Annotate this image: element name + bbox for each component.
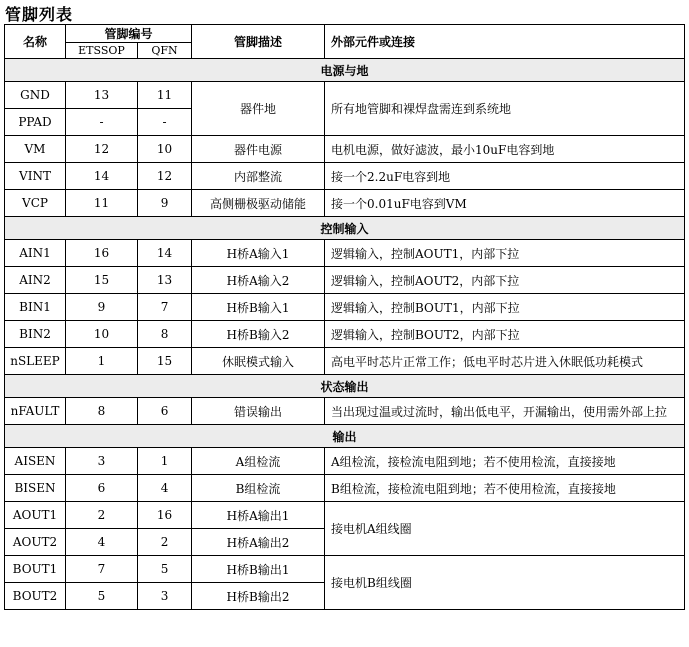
pin-desc: H桥B输入1 bbox=[192, 294, 325, 321]
table-row bbox=[5, 294, 685, 321]
table-row bbox=[5, 348, 685, 375]
pin-ext: 电机电源，做好滤波，最小10uF电容到地 bbox=[325, 136, 685, 163]
section-title: 状态输出 bbox=[5, 375, 685, 398]
pin-qfn: 2 bbox=[138, 529, 192, 556]
table-row bbox=[5, 502, 685, 529]
header-ext: 外部元件或连接 bbox=[325, 25, 685, 59]
section-title: 电源与地 bbox=[5, 59, 685, 82]
pin-qfn: 8 bbox=[138, 321, 192, 348]
pin-etssop: 10 bbox=[66, 321, 138, 348]
table-row bbox=[5, 82, 685, 109]
pin-name: BIN1 bbox=[5, 294, 66, 321]
table-row bbox=[5, 267, 685, 294]
table-row bbox=[5, 448, 685, 475]
pin-ext: 逻辑输入，控制BOUT2，内部下拉 bbox=[325, 321, 685, 348]
pin-etssop: 3 bbox=[66, 448, 138, 475]
header-pin-no: 管脚编号 bbox=[66, 25, 192, 43]
table-row bbox=[5, 398, 685, 425]
pin-name: AOUT1 bbox=[5, 502, 66, 529]
pin-ext: 逻辑输入，控制AOUT2，内部下拉 bbox=[325, 267, 685, 294]
pin-qfn: 5 bbox=[138, 556, 192, 583]
pin-desc: H桥B输出1 bbox=[192, 556, 325, 583]
pin-qfn: 7 bbox=[138, 294, 192, 321]
table-row bbox=[5, 190, 685, 217]
pin-etssop: 8 bbox=[66, 398, 138, 425]
pin-desc: 错误输出 bbox=[192, 398, 325, 425]
pin-etssop: - bbox=[66, 109, 138, 136]
section-title: 控制输入 bbox=[5, 217, 685, 240]
pin-name: AISEN bbox=[5, 448, 66, 475]
pin-desc: A组检流 bbox=[192, 448, 325, 475]
table-row bbox=[5, 240, 685, 267]
pin-desc: H桥B输入2 bbox=[192, 321, 325, 348]
pin-etssop: 12 bbox=[66, 136, 138, 163]
pin-desc: H桥A输入1 bbox=[192, 240, 325, 267]
table-row bbox=[5, 163, 685, 190]
pin-qfn: 12 bbox=[138, 163, 192, 190]
pin-desc: 休眠模式输入 bbox=[192, 348, 325, 375]
pin-etssop: 4 bbox=[66, 529, 138, 556]
pin-desc: B组检流 bbox=[192, 475, 325, 502]
pin-etssop: 15 bbox=[66, 267, 138, 294]
pin-qfn: 13 bbox=[138, 267, 192, 294]
pin-desc: H桥B输出2 bbox=[192, 583, 325, 610]
pin-qfn: 9 bbox=[138, 190, 192, 217]
pin-ext: 接电机B组线圈 bbox=[325, 556, 685, 610]
pin-table bbox=[4, 24, 685, 610]
table-row bbox=[5, 556, 685, 583]
pin-name: nFAULT bbox=[5, 398, 66, 425]
pin-etssop: 14 bbox=[66, 163, 138, 190]
pin-ext: 接一个0.01uF电容到VM bbox=[325, 190, 685, 217]
pin-ext: 当出现过温或过流时，输出低电平，开漏输出，使用需外部上拉 bbox=[325, 398, 685, 425]
header-name: 名称 bbox=[5, 25, 66, 59]
pin-name: AOUT2 bbox=[5, 529, 66, 556]
pin-ext: 高电平时芯片正常工作；低电平时芯片进入休眠低功耗模式 bbox=[325, 348, 685, 375]
pin-qfn: 1 bbox=[138, 448, 192, 475]
pin-etssop: 9 bbox=[66, 294, 138, 321]
pin-ext: 接一个2.2uF电容到地 bbox=[325, 163, 685, 190]
table-row bbox=[5, 136, 685, 163]
pin-name: PPAD bbox=[5, 109, 66, 136]
section-title: 输出 bbox=[5, 425, 685, 448]
pin-desc: H桥A输入2 bbox=[192, 267, 325, 294]
pin-name: nSLEEP bbox=[5, 348, 66, 375]
pin-desc: 高侧栅极驱动储能 bbox=[192, 190, 325, 217]
pin-name: BOUT1 bbox=[5, 556, 66, 583]
section-row-output bbox=[5, 425, 685, 448]
pin-name: GND bbox=[5, 82, 66, 109]
header-desc: 管脚描述 bbox=[192, 25, 325, 59]
pin-name: BOUT2 bbox=[5, 583, 66, 610]
pin-name: AIN1 bbox=[5, 240, 66, 267]
pin-qfn: 3 bbox=[138, 583, 192, 610]
pin-qfn: 6 bbox=[138, 398, 192, 425]
pin-qfn: 11 bbox=[138, 82, 192, 109]
pin-name: BIN2 bbox=[5, 321, 66, 348]
pin-qfn: 10 bbox=[138, 136, 192, 163]
pin-desc: H桥A输出1 bbox=[192, 502, 325, 529]
pin-name: VINT bbox=[5, 163, 66, 190]
pin-ext: A组检流，接检流电阻到地；若不使用检流，直接接地 bbox=[325, 448, 685, 475]
header-row bbox=[5, 25, 685, 43]
pin-name: AIN2 bbox=[5, 267, 66, 294]
pin-qfn: 4 bbox=[138, 475, 192, 502]
table-row bbox=[5, 475, 685, 502]
pin-ext: 逻辑输入，控制AOUT1，内部下拉 bbox=[325, 240, 685, 267]
pin-name: VM bbox=[5, 136, 66, 163]
pin-ext: 所有地管脚和裸焊盘需连到系统地 bbox=[325, 82, 685, 136]
pin-name: VCP bbox=[5, 190, 66, 217]
pin-ext: B组检流，接检流电阻到地；若不使用检流，直接接地 bbox=[325, 475, 685, 502]
pin-table-container bbox=[4, 24, 684, 610]
pin-etssop: 2 bbox=[66, 502, 138, 529]
pin-desc: 器件地 bbox=[192, 82, 325, 136]
pin-desc: 器件电源 bbox=[192, 136, 325, 163]
pin-desc: H桥A输出2 bbox=[192, 529, 325, 556]
table-row bbox=[5, 321, 685, 348]
pin-ext: 接电机A组线圈 bbox=[325, 502, 685, 556]
pin-etssop: 6 bbox=[66, 475, 138, 502]
pin-qfn: 16 bbox=[138, 502, 192, 529]
section-row-status bbox=[5, 375, 685, 398]
pin-etssop: 16 bbox=[66, 240, 138, 267]
header-qfn: QFN bbox=[138, 43, 192, 59]
pin-etssop: 13 bbox=[66, 82, 138, 109]
pin-qfn: 15 bbox=[138, 348, 192, 375]
pin-etssop: 1 bbox=[66, 348, 138, 375]
section-row-control bbox=[5, 217, 685, 240]
header-etssop: ETSSOP bbox=[66, 43, 138, 59]
pin-etssop: 5 bbox=[66, 583, 138, 610]
pin-qfn: 14 bbox=[138, 240, 192, 267]
section-row-power bbox=[5, 59, 685, 82]
pin-desc: 内部整流 bbox=[192, 163, 325, 190]
pin-etssop: 11 bbox=[66, 190, 138, 217]
pin-ext: 逻辑输入，控制BOUT1，内部下拉 bbox=[325, 294, 685, 321]
pin-etssop: 7 bbox=[66, 556, 138, 583]
pin-name: BISEN bbox=[5, 475, 66, 502]
page-title: 管脚列表 bbox=[5, 5, 74, 24]
pin-qfn: - bbox=[138, 109, 192, 136]
